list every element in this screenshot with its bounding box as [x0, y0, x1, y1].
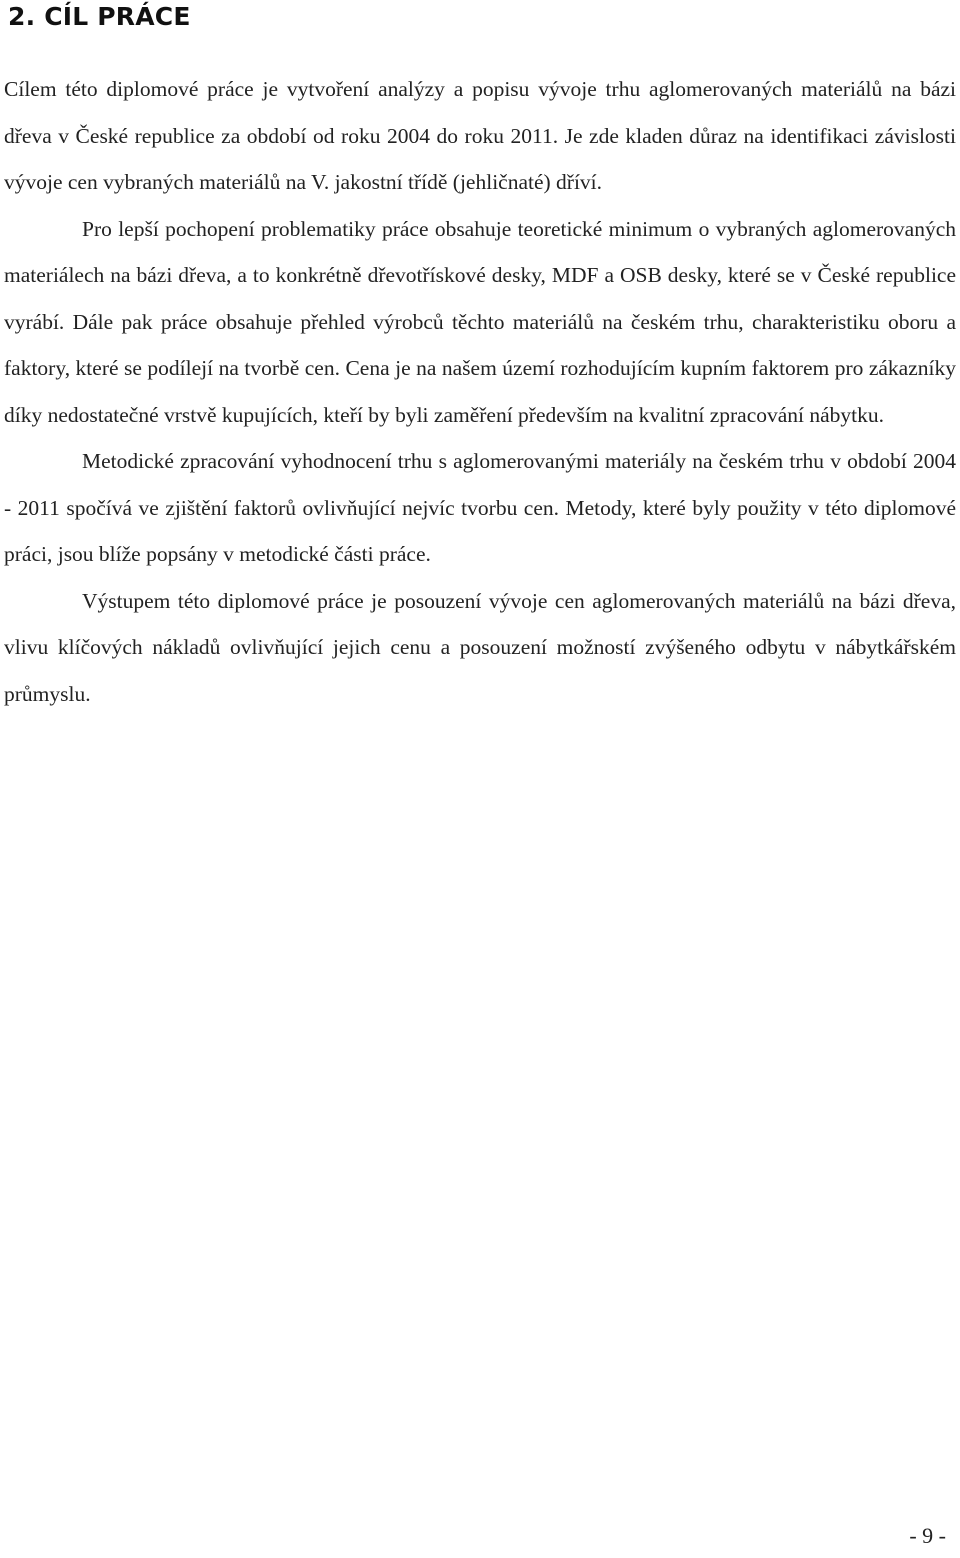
paragraph-theory: Pro lepší pochopení problematiky práce obsahuje teoretické minimum o vybraných aglomerovaných materiálech na bázi dřeva, a to konkrétně dřevotřískové desky, MDF a OSB desky, které se v České republice vyrábí. Dále pak práce obsahuje přehled výrobců těchto materiálů na českém trhu, charakteristiku oboru a faktory, které se podílejí na tvorbě cen. Cena je na našem území rozhodujícím kupním faktorem pro zákazníky díky nedostatečné vrstvě kupujících, kteří by byli zaměření především na kvalitní zpracování nábytku. — [4, 216, 956, 427]
chapter-body — [4, 66, 956, 717]
paragraph-output: Výstupem této diplomové práce je posouzení vývoje cen aglomerovaných materiálů na bázi dřeva, vlivu klíčových nákladů ovlivňující jejich cenu a posouzení možností zvýšeného odbytu v nábytkářském průmyslu. — [4, 588, 956, 706]
paragraph-goal: Cílem této diplomové práce je vytvoření analýzy a popisu vývoje trhu aglomerovaných materiálů na bázi dřeva v České republice za období od roku 2004 do roku 2011. Je zde kladen důraz na identifikaci závislosti vývoje cen vybraných materiálů na V. jakostní třídě (jehličnaté) dříví. — [4, 77, 956, 194]
paragraph-methodology: Metodické zpracování vyhodnocení trhu s aglomerovanými materiály na českém trhu v období 2004 - 2011 spočívá ve zjištění faktorů ovlivňující nejvíc tvorbu cen. Metody, které byly použity v této diplomové práci, jsou blíže popsány v metodické části práce. — [4, 449, 956, 566]
chapter-heading: 2. CÍL PRÁCE — [8, 2, 191, 31]
page-number: - 9 - — [909, 1523, 946, 1548]
